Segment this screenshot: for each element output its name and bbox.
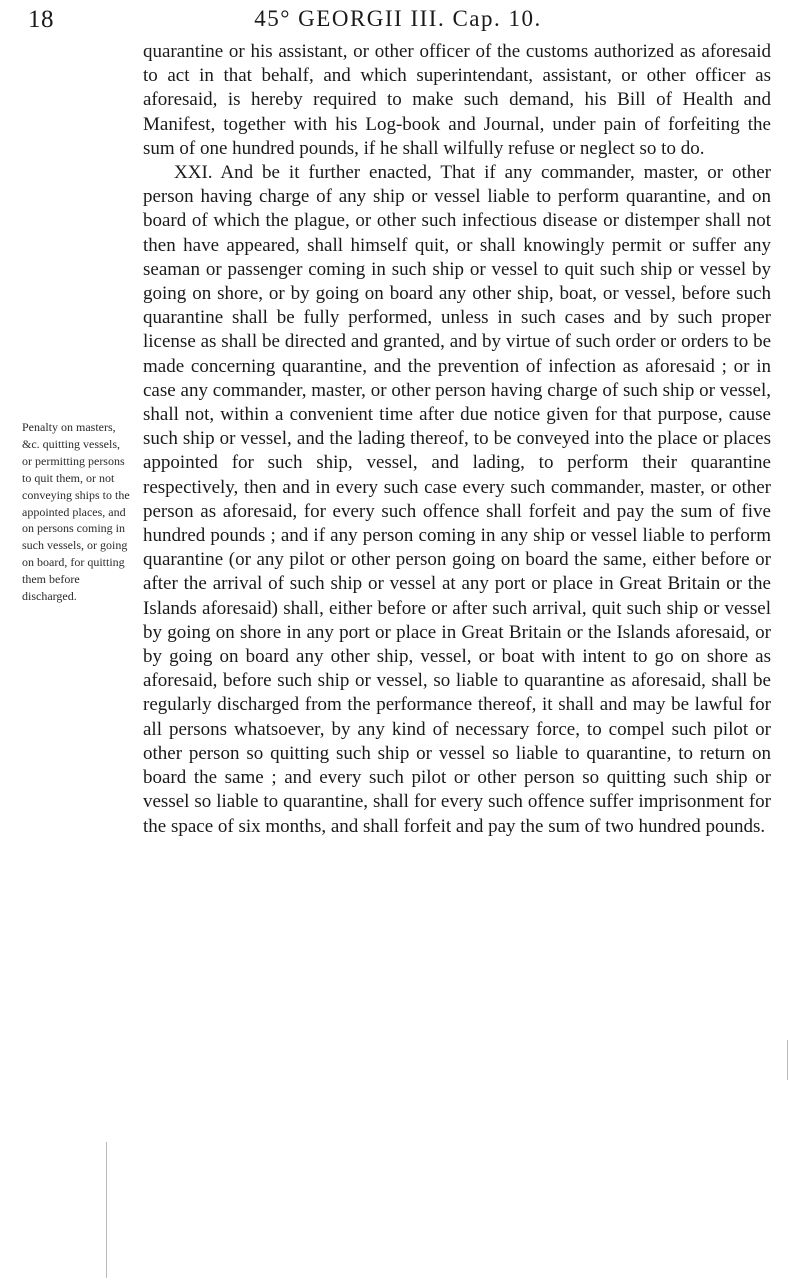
marginal-note: Penalty on masters, &c. quitting vessels, or permitting persons to quit them, or not conveying ships to the appointed places, and on persons coming in such vessels, or going on board, for quitting them before discharged.: [22, 420, 130, 604]
main-text: [143, 40, 771, 839]
paragraph-continuation: quarantine or his assistant, or other officer of the customs authorized as aforesaid to act in that behalf, and which superintendant, assistant, or other officer as aforesaid, is hereby required to make such demand, his Bill of Health and Manifest, together with his Log-book and Journal, under pain of forfeiting the sum of one hundred pounds, if he shall wilfully refuse or neglect so to do.: [143, 41, 771, 159]
scan-mark-left: [106, 1142, 107, 1278]
running-head: 45° GEORGII III. Cap. 10.: [254, 6, 542, 31]
page-header: [28, 6, 768, 40]
page-number: 18: [28, 6, 54, 33]
section-xxi-paragraph: XXI. And be it further enacted, That if any commander, master, or other person having charge of any ship or vessel liable to perform quarantine, and on board of which the plague, or other such infectious disease or distemper shall not then have appeared, shall himself quit, or shall knowingly permit or suffer any seaman or passenger coming in such ship or vessel to quit such ship or vessel by going on shore, or by going on board any other ship, boat, or vessel, before such quarantine shall be fully performed, unless in such cases and by such proper license as shall be directed and granted, and by virtue of such order or orders to be made concerning quarantine, and the prevention of infection as aforesaid ; or in case any commander, master, or other person having charge of such ship or vessel, shall not, within a convenient time after due notice given for that purpose, cause such ship or vessel, and the lading thereof, to be conveyed into the place or places appointed for such ship, vessel, and lading, to perform their quarantine respectively, then and in every such case every such commander, master, or other person as aforesaid, for every such offence shall forfeit and pay the sum of five hundred pounds ; and if any person coming in any ship or vessel liable to perform quarantine (or any pilot or other person going on board the same, either before or after the arrival of such ship or vessel at any port or place in Great Britain or the Islands aforesaid) shall, either before or after such arrival, quit such ship or vessel by going on shore in any port or place in Great Britain or the Islands aforesaid, or by going on board any other ship, vessel, or boat with intent to go on shore as aforesaid, before such ship or vessel, so liable to quarantine as aforesaid, shall be regularly discharged from the performance thereof, it shall and may be lawful for all persons whatsoever, by any kind of necessary force, to compel such pilot or other person so quitting such ship or vessel so liable to quarantine, to return on board the same ; and every such pilot or other person so quitting such ship or vessel so liable to quarantine, shall for every such offence suffer imprisonment for the space of six months, and shall forfeit and pay the sum of two hundred pounds.: [143, 162, 771, 837]
scan-mark-right: [787, 1040, 788, 1080]
